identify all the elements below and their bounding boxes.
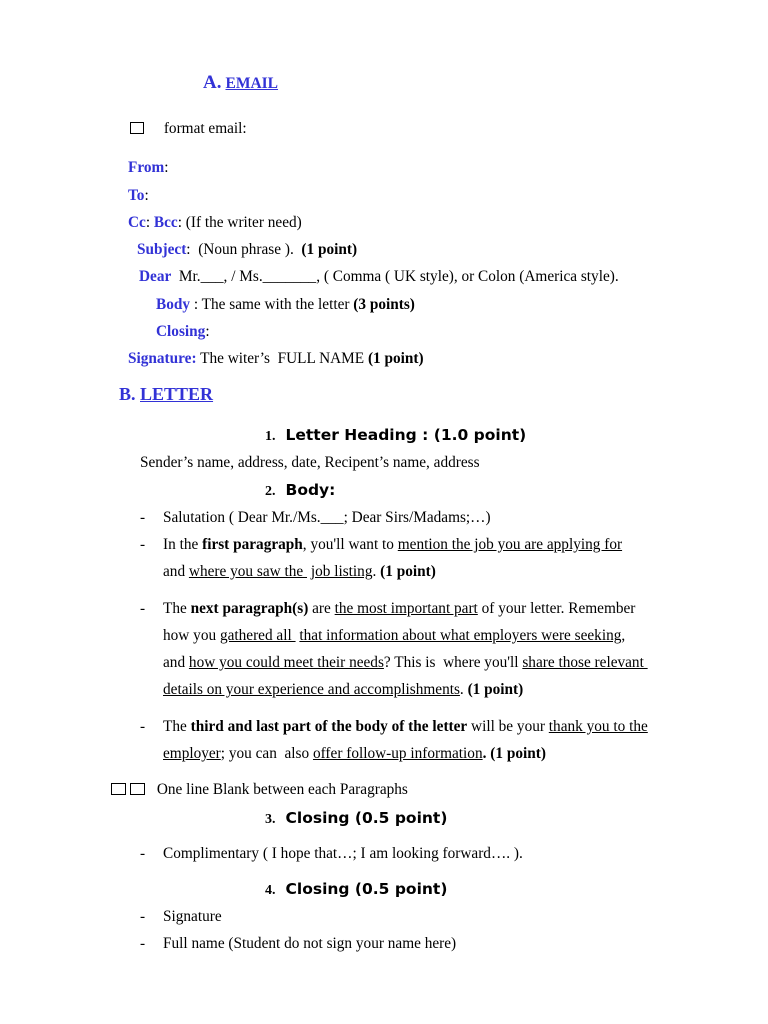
next-paragraph-line-1: The next paragraph(s) are the most important part of your letter. Remember xyxy=(163,600,636,617)
to-line: To: xyxy=(128,187,149,204)
signature-point: (1 point) xyxy=(367,350,424,367)
next-paragraph-line-3: and how you could meet their needs? This is where you'll share those relevant xyxy=(163,654,648,671)
signature-text: The witer’s FULL NAME xyxy=(196,350,368,367)
checkbox-icon xyxy=(111,783,126,795)
email-section-heading xyxy=(203,72,278,94)
bullet-dash: - xyxy=(140,509,146,526)
bullet-dash: - xyxy=(140,845,146,862)
heading-3-text: Closing (0.5 point) xyxy=(285,809,448,827)
list-item-next-paragraph xyxy=(140,600,720,698)
subject-text: : (Noun phrase ). xyxy=(186,241,302,258)
heading-2-number: 2. xyxy=(265,484,276,499)
complimentary-text: Complimentary ( I hope that…; I am looking forward…. ). xyxy=(163,845,523,862)
heading-1-text: Letter Heading : (1.0 point) xyxy=(285,426,527,444)
to-label: To xyxy=(128,187,145,204)
format-email-label: format email: xyxy=(163,120,247,137)
bullet-dash: - xyxy=(140,935,146,952)
signature-line xyxy=(128,350,424,368)
salutation-text: Salutation ( Dear Mr./Ms.___; Dear Sirs/Madams;…) xyxy=(163,509,491,526)
blank-line-note xyxy=(111,781,408,799)
cc-line: Cc: Bcc: (If the writer need) xyxy=(128,214,302,231)
first-paragraph-line-1: In the first paragraph, you'll want to mention the job you are applying for xyxy=(163,536,623,553)
third-paragraph-line-1: The third and last part of the body of the letter will be your thank you to the xyxy=(163,718,648,735)
blank-line-text: One line Blank between each Paragraphs xyxy=(156,781,408,798)
from-line: From: xyxy=(128,159,169,176)
first-paragraph-line-2: and where you saw the job listing. (1 point) xyxy=(163,563,436,580)
checkbox-icon xyxy=(130,783,145,795)
dear-text: Mr.___, / Ms._______, ( Comma ( UK style), or Colon (America style). xyxy=(171,268,619,285)
heading-letter-heading xyxy=(265,426,526,445)
dear-line xyxy=(139,268,619,286)
list-item-first-paragraph xyxy=(140,536,720,580)
signature-label: Signature: xyxy=(128,350,197,367)
list-item-salutation xyxy=(140,509,720,527)
heading-4-text: Closing (0.5 point) xyxy=(285,880,448,898)
bcc-label: Bcc xyxy=(153,214,178,231)
body-text: : The same with the letter xyxy=(190,296,354,313)
email-section-title: EMAIL xyxy=(225,75,279,92)
from-label: From xyxy=(128,159,165,176)
subject-line xyxy=(137,241,357,259)
letter-section-title: LETTER xyxy=(140,384,214,404)
format-email-row xyxy=(130,120,247,138)
list-item-full-name xyxy=(140,935,720,953)
heading-closing-3 xyxy=(265,809,447,828)
full-name-text: Full name (Student do not sign your name here) xyxy=(163,935,457,952)
bullet-dash: - xyxy=(140,718,146,735)
body-label: Body xyxy=(156,296,191,313)
heading-1-number: 1. xyxy=(265,429,276,444)
heading-4-number: 4. xyxy=(265,883,276,898)
letter-section-heading xyxy=(119,384,213,405)
list-item-complimentary xyxy=(140,845,720,863)
signature-item-text: Signature xyxy=(163,908,222,925)
closing-line: Closing: xyxy=(156,323,210,340)
heading-3-number: 3. xyxy=(265,812,276,827)
third-paragraph-line-2: employer; you can also offer follow-up information. (1 point) xyxy=(163,745,546,762)
letter-section-letter: B. xyxy=(119,384,136,404)
bullet-dash: - xyxy=(140,908,146,925)
checkbox-icon xyxy=(130,122,144,134)
body-line xyxy=(156,296,415,314)
bullet-dash: - xyxy=(140,600,146,617)
body-point: (3 points) xyxy=(353,296,415,313)
bullet-dash: - xyxy=(140,536,146,553)
list-item-signature xyxy=(140,908,720,926)
list-item-third-paragraph xyxy=(140,718,720,762)
email-section-letter: A. xyxy=(203,72,222,93)
next-paragraph-line-4: details on your experience and accomplishments. (1 point) xyxy=(163,681,524,698)
heading-body xyxy=(265,481,335,500)
heading-closing-4 xyxy=(265,880,447,899)
subject-label: Subject xyxy=(137,241,187,258)
cc-label: Cc xyxy=(128,214,146,231)
closing-label: Closing xyxy=(156,323,206,340)
heading-1-description: Sender’s name, address, date, Recipent’s name, address xyxy=(140,454,480,471)
dear-label: Dear xyxy=(139,268,172,285)
subject-point: (1 point) xyxy=(301,241,358,258)
next-paragraph-line-2: how you gathered all that information about what employers were seeking, xyxy=(163,627,626,644)
heading-2-text: Body: xyxy=(285,481,336,499)
cc-note: : (If the writer need) xyxy=(177,214,302,231)
